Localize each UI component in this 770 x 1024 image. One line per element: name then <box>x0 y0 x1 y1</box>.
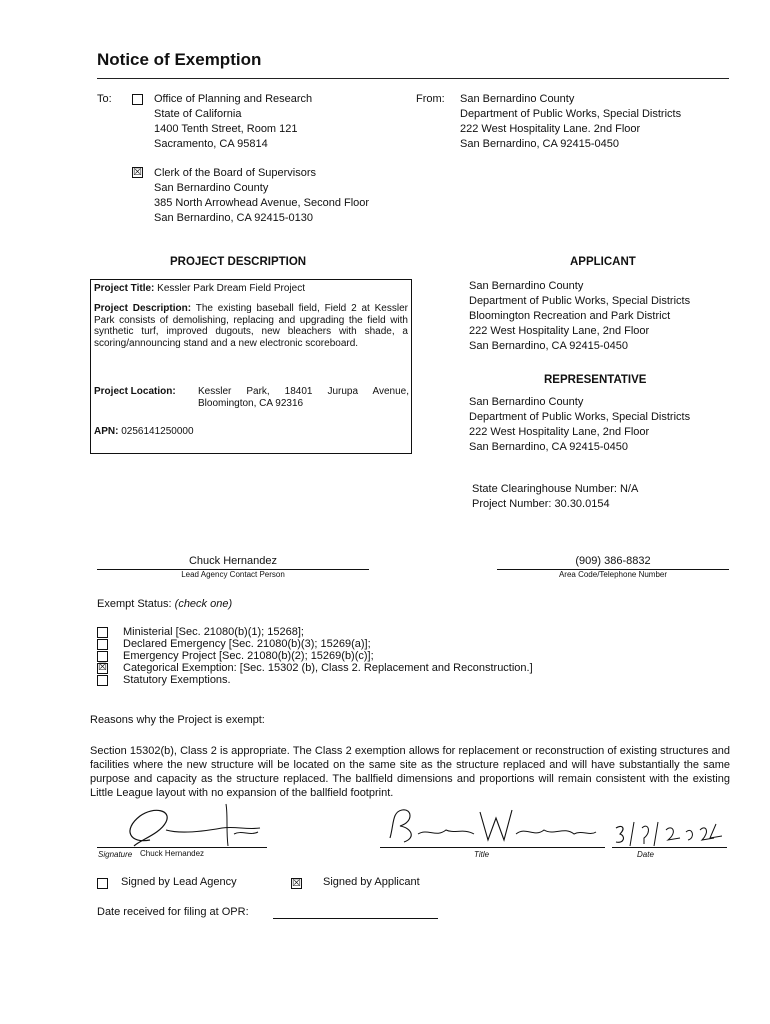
address-line: Department of Public Works, Special Districts <box>469 295 691 307</box>
address-line: Sacramento, CA 95814 <box>154 138 268 150</box>
exempt-option-label: Categorical Exemption: [Sec. 15302 (b), Class 2. Replacement and Reconstruction.] <box>123 662 533 674</box>
from-label: From: <box>416 93 445 105</box>
address-line: Department of Public Works, Special Districts <box>460 108 682 120</box>
reasons-label: Reasons why the Project is exempt: <box>90 714 265 726</box>
to-clerk-address <box>154 166 369 226</box>
exempt-option[interactable] <box>97 662 533 674</box>
date-caption: Date <box>637 850 654 859</box>
apn-value: 0256141250000 <box>121 426 194 437</box>
exempt-option-checkbox[interactable] <box>97 675 108 686</box>
date-received-field[interactable] <box>273 918 438 919</box>
address-line: 222 West Hospitality Lane. 2nd Floor <box>460 123 641 135</box>
exempt-status-label: Exempt Status: <box>97 598 172 610</box>
address-line: San Bernardino County <box>469 396 584 408</box>
address-line: 222 West Hospitality Lane, 2nd Floor <box>469 426 650 438</box>
project-description-box <box>90 279 412 454</box>
signature-line <box>97 847 267 848</box>
address-line: Clerk of the Board of Supervisors <box>154 167 317 179</box>
title-caption: Title <box>474 850 490 859</box>
signed-by-lead-agency-checkbox[interactable] <box>97 878 108 889</box>
x-check-mark-icon: ☒ <box>133 166 142 178</box>
representative-header: REPRESENTATIVE <box>544 374 647 386</box>
project-location-label-text: Project Location: <box>94 386 176 397</box>
title-line <box>380 847 605 848</box>
address-line: 222 West Hospitality Lane, 2nd Floor <box>469 325 650 337</box>
apn-label: APN: <box>94 426 119 437</box>
page-title: Notice of Exemption <box>97 50 262 69</box>
applicant-address <box>469 279 690 354</box>
address-line: San Bernardino, CA 92415-0130 <box>154 212 314 224</box>
project-description-header: PROJECT DESCRIPTION <box>170 256 307 268</box>
project-title <box>94 283 408 294</box>
x-check-mark-icon: ☒ <box>98 662 107 673</box>
project-location-label <box>94 386 176 397</box>
x-check-mark-icon: ☒ <box>292 877 301 889</box>
exempt-option-checkbox[interactable] <box>97 639 108 650</box>
to-label: To: <box>97 93 112 105</box>
exempt-status <box>97 598 232 610</box>
contact-phone-caption: Area Code/Telephone Number <box>558 570 668 579</box>
address-line: San Bernardino County <box>154 182 269 194</box>
signature-caption: Signature <box>98 850 133 859</box>
exempt-option[interactable] <box>97 638 533 650</box>
exempt-option-checkbox[interactable] <box>97 651 108 662</box>
clearinghouse-number: State Clearinghouse Number: N/A <box>472 483 639 495</box>
exempt-option[interactable] <box>97 674 533 686</box>
project-title-label: Project Title: <box>94 283 155 294</box>
apn <box>94 426 194 437</box>
address-line: 385 North Arrowhead Avenue, Second Floor <box>154 197 370 209</box>
exempt-option-label: Declared Emergency [Sec. 21080(b)(3); 15269(a)]; <box>123 638 371 650</box>
date-line <box>612 847 727 848</box>
project-location-value-2: Bloomington, CA 92316 <box>198 398 304 409</box>
signer-printed-name: Chuck Hernandez <box>140 849 205 858</box>
signed-by-applicant-checkbox[interactable] <box>291 878 302 889</box>
contact-name: Chuck Hernandez <box>188 555 278 567</box>
address-line: San Bernardino, CA 92415-0450 <box>460 138 620 150</box>
exempt-option[interactable] <box>97 650 533 662</box>
exempt-option-checkbox[interactable] <box>97 627 108 638</box>
to-opr-address <box>154 92 312 152</box>
address-line: San Bernardino County <box>460 93 575 105</box>
project-title-value: Kessler Park Dream Field Project <box>157 283 305 294</box>
signed-by-applicant-label: Signed by Applicant <box>323 876 420 888</box>
address-line: Office of Planning and Research <box>154 93 313 105</box>
exempt-option-label: Ministerial [Sec. 21080(b)(1); 15268]; <box>123 626 304 638</box>
reasons-text: Section 15302(b), Class 2 is appropriate. The Class 2 exemption allows for replacement or reconstruction of existing structures and facilities where the new structure will be located on the same site as the structure replaced and will have substantially the same purpose and capacity as the structure replaced. The ballfield dimensions and proportions will remain consistent with the existing Little League layout with no expansion of the ballfield footprint. <box>90 745 730 799</box>
contact-phone: (909) 386-8832 <box>575 555 651 567</box>
address-line: Bloomington Recreation and Park District <box>469 310 671 322</box>
date-handwriting <box>612 818 722 848</box>
address-line: San Bernardino County <box>469 280 584 292</box>
applicant-header: APPLICANT <box>570 256 636 268</box>
exempt-options-list <box>97 626 533 686</box>
project-description-label: Project Description: <box>94 303 192 314</box>
project-location-value-1: Kessler Park, 18401 Jurupa Avenue, <box>198 386 409 397</box>
address-line: 1400 Tenth Street, Room 121 <box>154 123 298 135</box>
address-line: Department of Public Works, Special Districts <box>469 411 691 423</box>
contact-name-caption: Lead Agency Contact Person <box>181 570 285 579</box>
exempt-option-label: Statutory Exemptions. <box>123 674 231 686</box>
to-opr-checkbox[interactable] <box>132 94 143 105</box>
title-divider <box>97 78 729 79</box>
exempt-option[interactable] <box>97 626 533 638</box>
address-line: San Bernardino, CA 92415-0450 <box>469 340 629 352</box>
from-address <box>460 92 681 152</box>
address-line: State of California <box>154 108 242 120</box>
address-line: San Bernardino, CA 92415-0450 <box>469 441 629 453</box>
exempt-option-checkbox[interactable] <box>97 663 108 674</box>
signed-by-lead-agency-label: Signed by Lead Agency <box>121 876 237 888</box>
exempt-status-hint: (check one) <box>174 598 233 610</box>
title-signature-scribble <box>384 804 614 846</box>
project-description <box>94 303 408 349</box>
representative-address <box>469 395 690 455</box>
project-description-value: The existing baseball field, Field 2 at Kessler Park consists of demolishing, replacing and upgrading the field with synthetic turf, improved dugouts, new bleachers with shade, a scoring/announcing stand and a new electronic scoreboard. <box>94 303 408 349</box>
exempt-option-label: Emergency Project [Sec. 21080(b)(2); 15269(b)(c)]; <box>123 650 374 662</box>
project-number: Project Number: 30.30.0154 <box>472 498 610 510</box>
to-clerk-checkbox[interactable] <box>132 167 143 178</box>
signature-scribble <box>110 800 280 852</box>
date-received-label: Date received for filing at OPR: <box>97 906 249 918</box>
